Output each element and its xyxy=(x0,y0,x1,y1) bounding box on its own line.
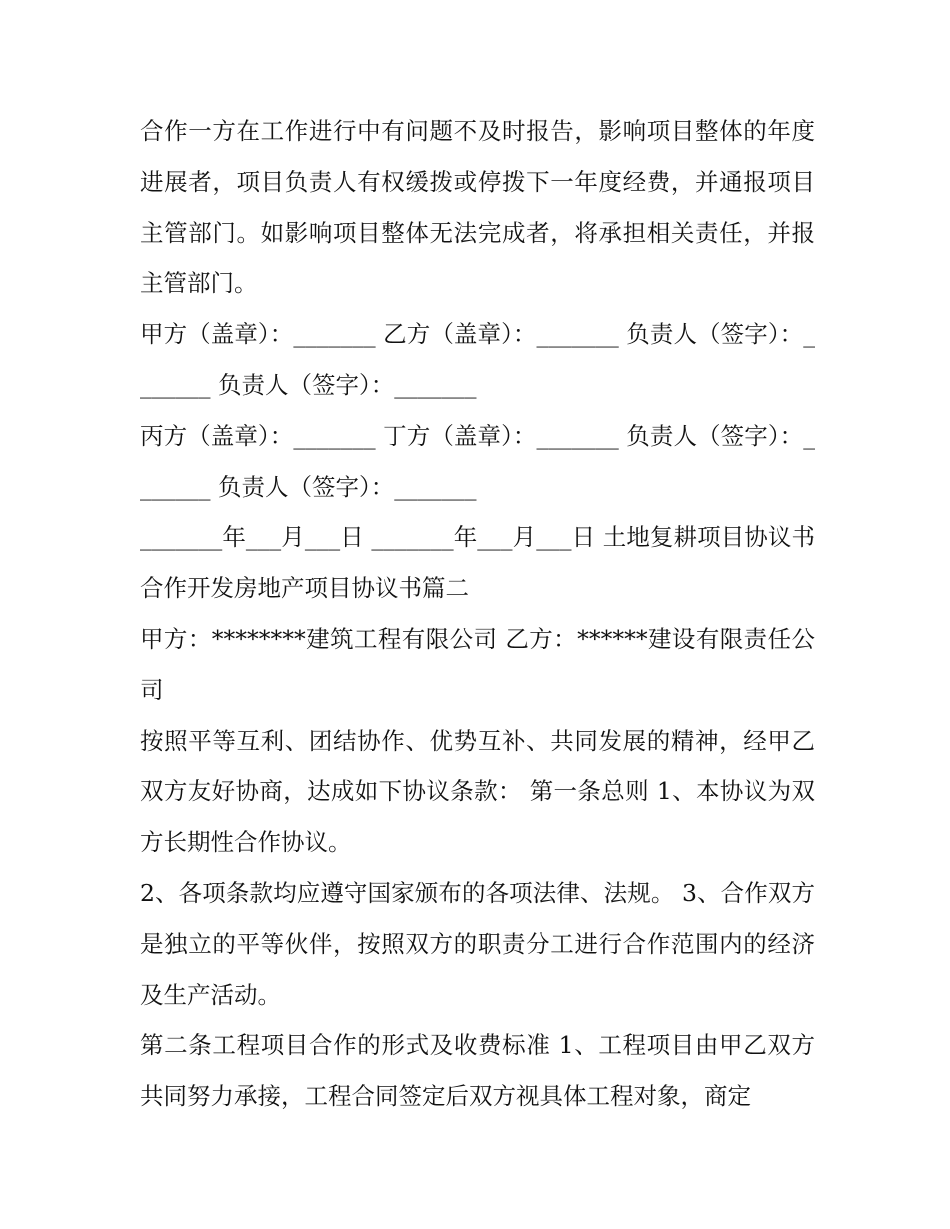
paragraph-signature-party-a-b: 甲方（盖章）：_______ 乙方（盖章）：_______ 负责人（签字）：_______ 负责人（签字）：_______ xyxy=(140,320,815,399)
paragraph-parties: 甲方：********建筑工程有限公司 乙方：******建设有限责任公司 xyxy=(140,624,815,704)
paragraph-signature-party-c-d: 丙方（盖章）：_______ 丁方（盖章）：_______ 负责人（签字）：_______ 负责人（签字）：_______ xyxy=(140,421,815,501)
paragraph-reporting-responsibility: 合作一方在工作进行中有问题不及时报告，影响项目整体的年度进展者，项目负责人有权缓拨或停拨下一年度经费，并通报项目主管部门。如影响项目整体无法完成者，将承担相关责任，并报主管部门。 xyxy=(140,117,815,298)
document-body xyxy=(140,106,815,1122)
paragraph-article-one-items: 2、各项条款均应遵守国家颁布的各项法律、法规。 3、合作双方是独立的平等伙伴，按照双方的职责分工进行合作范围内的经济及生产活动。 xyxy=(140,878,815,1009)
paragraph-date-and-title: _______年___月___日 _______年___月___日 土地复耕项目协议书 合作开发房地产项目协议书篇二 xyxy=(140,523,815,603)
paragraph-article-one: 按照平等互利、团结协作、优势互补、共同发展的精神，经甲乙双方友好协商，达成如下协议条款： 第一条总则 1、本协议为双方长期性合作协议。 xyxy=(140,726,815,857)
paragraph-article-two: 第二条工程项目合作的形式及收费标准 1、工程项目由甲乙双方共同努力承接，工程合同签定后双方视具体工程对象，商定 xyxy=(140,1031,815,1111)
